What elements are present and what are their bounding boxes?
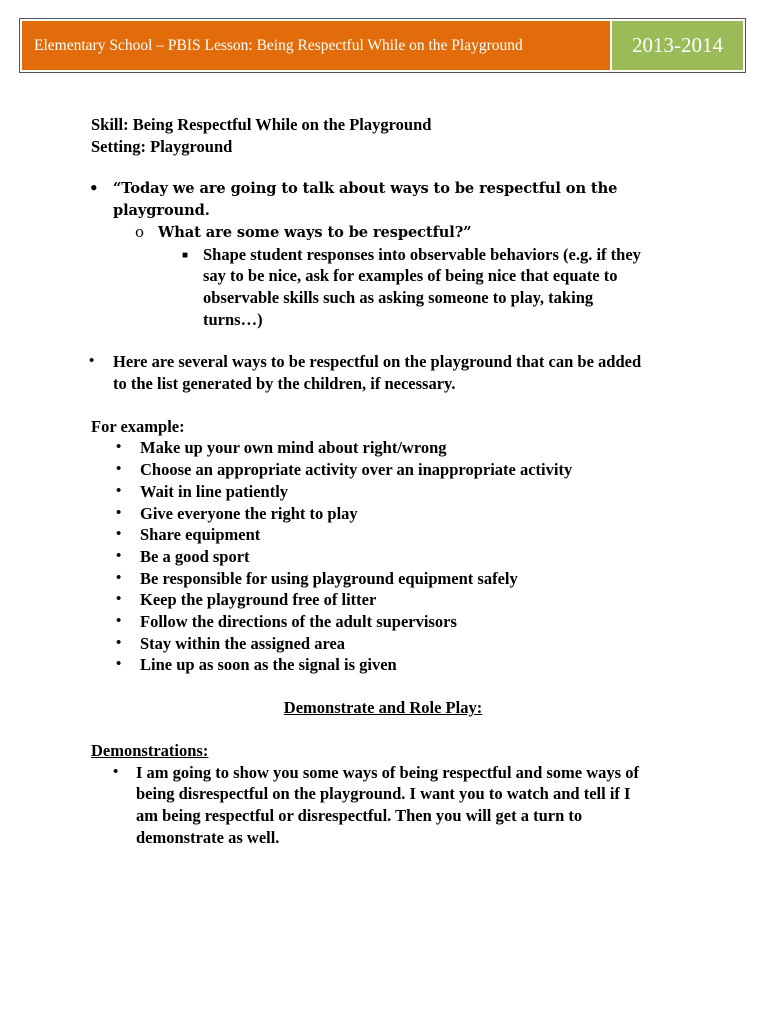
list-item (91, 437, 691, 459)
bullet-dot-icon: • (116, 526, 122, 543)
several-ways-line: to the list generated by the children, if necessary. (113, 374, 456, 394)
bullet-dot-icon: • (116, 591, 122, 608)
list-item (91, 611, 691, 633)
bullet-dot-icon: • (116, 656, 122, 673)
demonstration-line: I am going to show you some ways of being respectful and some ways of (136, 762, 639, 782)
header-year: 2013-2014 (612, 21, 743, 70)
intro-bullet (91, 178, 691, 221)
examples-list (91, 437, 691, 676)
document-body (91, 114, 691, 848)
list-item (91, 568, 691, 590)
list-item-text: Stay within the assigned area (140, 633, 346, 653)
list-item-text: Make up your own mind about right/wrong (140, 438, 447, 458)
demonstrations-heading: Demonstrations: (91, 740, 209, 760)
skill-line: Skill: Being Respectful While on the Playground (91, 115, 432, 134)
list-item (91, 589, 691, 611)
list-item-text: Be a good sport (140, 546, 250, 566)
demonstration-line: demonstrate as well. (136, 827, 280, 847)
bullet-dot-icon: • (116, 547, 122, 564)
bullet-dot-icon: • (116, 634, 122, 651)
list-item-text: Choose an appropriate activity over an inappropriate activity (140, 460, 573, 480)
list-item (91, 546, 691, 568)
setting-line: Setting: Playground (91, 136, 233, 156)
for-example-label: For example: (91, 416, 185, 436)
bullet-dot-icon: • (116, 439, 122, 456)
intro-subsub-bullet (91, 244, 691, 331)
list-item-text: Share equipment (140, 525, 261, 545)
list-item (91, 459, 691, 481)
bullet-dot-icon: • (116, 569, 122, 586)
bullet-dot-icon: • (113, 763, 119, 780)
list-item-text: Give everyone the right to play (140, 503, 358, 523)
list-item-text: Follow the directions of the adult supervisors (140, 612, 457, 632)
intro-bullet-text: “Today we are going to talk about ways to be respectful on the playground. (113, 180, 618, 220)
list-item (91, 481, 691, 503)
list-item (91, 654, 691, 676)
subsub-line: observable skills such as asking someone to play, taking (203, 287, 594, 307)
intro-sub-bullet (91, 222, 691, 244)
section-heading: Demonstrate and Role Play: (283, 698, 483, 718)
list-item (91, 633, 691, 655)
several-ways-bullet (91, 351, 691, 394)
bullet-square-icon: ■ (182, 249, 189, 261)
demonstration-line: being disrespectful on the playground. I want you to watch and tell if I (136, 784, 631, 804)
demonstration-line: am being respectful or disrespectful. Then you will get a turn to (136, 805, 583, 825)
document-header (19, 18, 746, 73)
header-title: Elementary School – PBIS Lesson: Being Respectful While on the Playground (22, 21, 612, 70)
bullet-circle-icon: o (135, 222, 144, 241)
demonstration-bullet (91, 762, 691, 849)
subsub-line: say to be nice, ask for examples of being nice that equate to (203, 266, 618, 286)
bullet-dot-icon: • (116, 613, 122, 630)
intro-sub-text: What are some ways to be respectful?” (158, 223, 472, 241)
several-ways-line: Here are several ways to be respectful on the playground that can be added (113, 352, 642, 372)
list-item-text: Line up as soon as the signal is given (140, 655, 397, 675)
bullet-dot-icon: • (89, 179, 99, 198)
list-item-text: Keep the playground free of litter (140, 590, 377, 610)
bullet-dot-icon: • (89, 353, 95, 370)
subsub-line: Shape student responses into observable behaviors (e.g. if they (203, 244, 641, 264)
list-item-text: Be responsible for using playground equipment safely (140, 568, 518, 588)
list-item (91, 524, 691, 546)
list-item-text: Wait in line patiently (140, 481, 289, 501)
bullet-dot-icon: • (116, 504, 122, 521)
subsub-line: turns…) (203, 309, 263, 329)
list-item (91, 503, 691, 525)
bullet-dot-icon: • (116, 482, 122, 499)
bullet-dot-icon: • (116, 461, 122, 478)
